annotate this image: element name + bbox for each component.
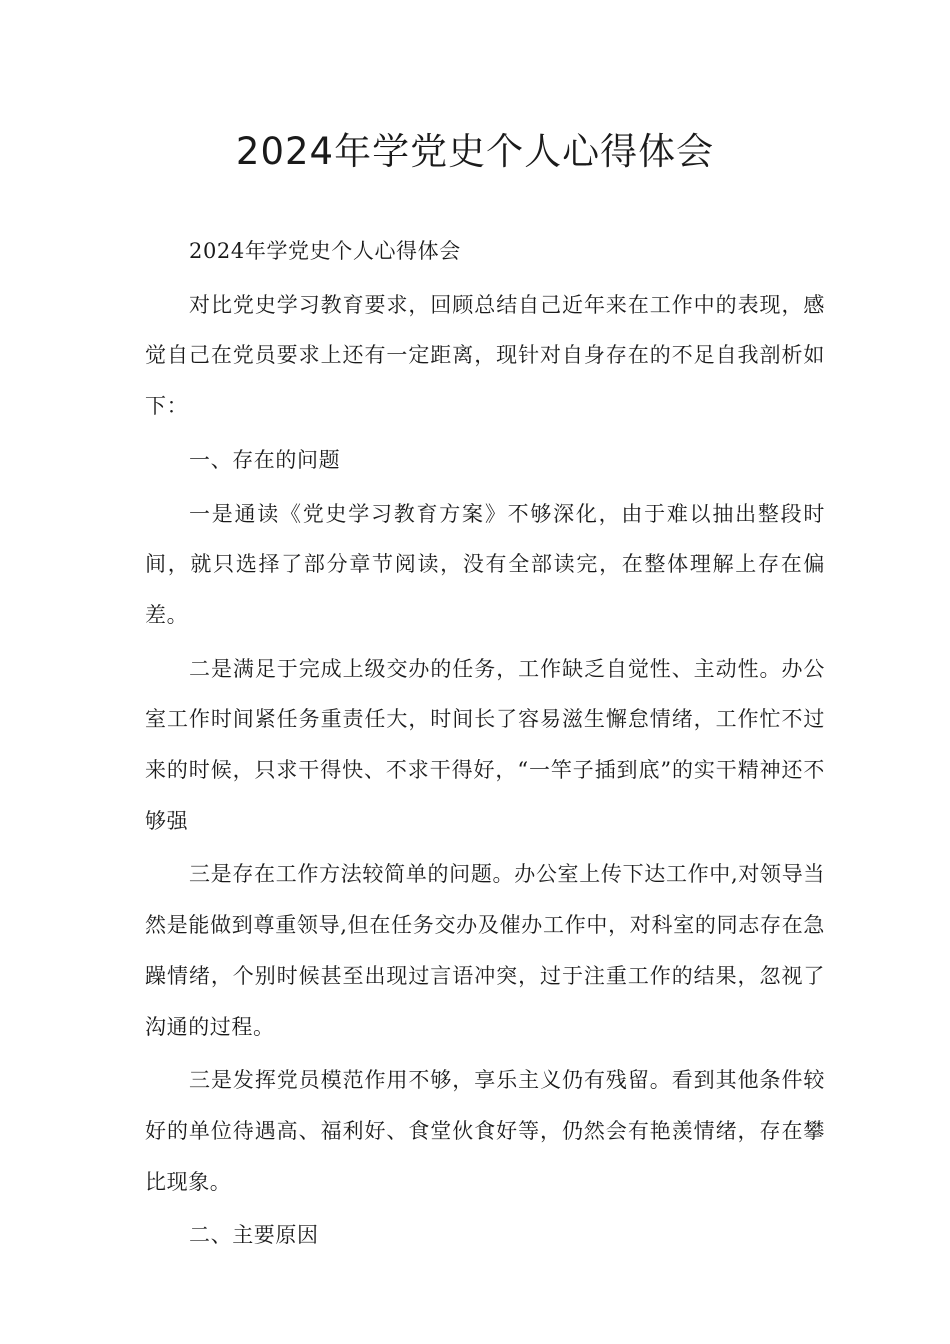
paragraph-intro: 对比党史学习教育要求，回顾总结自己近年来在工作中的表现，感觉自己在党员要求上还有一定距离，现针对自身存在的不足自我剖析如下： [145, 292, 825, 419]
paragraph-subtitle: 2024年学党史个人心得体会 [189, 239, 461, 263]
paragraph-problem-4: 三是发挥党员模范作用不够，享乐主义仍有残留。看到其他条件较好的单位待遇高、福利好、食堂伙食好等，仍然会有艳羡情绪，存在攀比现象。 [145, 1068, 825, 1194]
document-body [145, 226, 825, 1264]
paragraph-problem-2: 二是满足于完成上级交办的任务，工作缺乏自觉性、主动性。办公室工作时间紧任务重责任大，时间长了容易滋生懈怠情绪，工作忙不过来的时候，只求干得快、不求干得好，“一竿子插到底”的实干精神还不够强 [145, 656, 825, 833]
paragraph-problem-3: 三是存在工作方法较简单的问题。办公室上传下达工作中,对领导当然是能做到尊重领导,但在任务交办及催办工作中，对科室的同志存在急躁情绪，个别时候甚至出现过言语冲突，过于注重工作的结果，忽视了沟通的过程。 [145, 862, 825, 1039]
document-title: 2024年学党史个人心得体会 [235, 130, 715, 173]
paragraph-problem-1: 一是通读《党史学习教育方案》不够深化，由于难以抽出整段时间，就只选择了部分章节阅读，没有全部读完，在整体理解上存在偏差。 [145, 501, 825, 627]
section-heading-causes: 二、主要原因 [189, 1223, 319, 1248]
section-heading-problems: 一、存在的问题 [189, 447, 341, 472]
